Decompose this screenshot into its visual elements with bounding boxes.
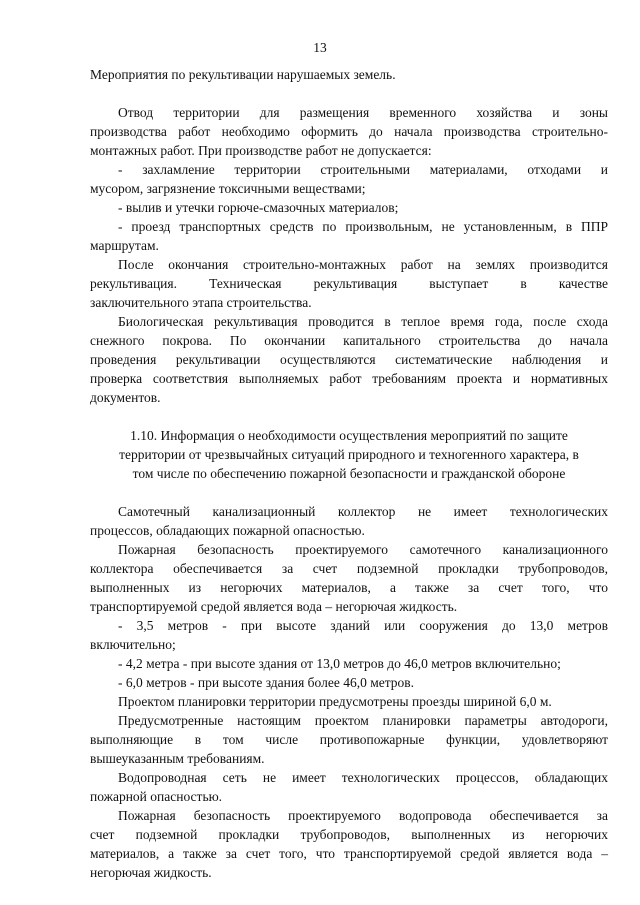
text-line: Предусмотренные настоящим проектом планировки параметры автодороги, [118,713,608,728]
paragraph-driveways: Проектом планировки территории предусмотрены проезды шириной 6,0 м. [118,694,552,709]
text-line: транспортируемой средой является вода – негорючая жидкость. [90,599,458,614]
text-line: выполняющие в том числе противопожарные функции, удовлетворяют [90,732,608,747]
text-line: документов. [90,390,161,405]
text-line: - 3,5 метров - при высоте зданий или сооружения до 13,0 метров [118,618,608,633]
text-line: заключительного этапа строительства. [90,295,312,310]
distance-item-6-0: - 6,0 метров - при высоте здания более 46,0 метров. [118,675,415,690]
paragraph-territory-allocation [90,103,608,160]
text-line: Пожарная безопасность проектируемого водопровода обеспечивается за [118,808,608,823]
text-line: монтажных работ. При производстве работ не допускается: [90,143,432,158]
paragraph-sewer-fire-safety [90,540,608,616]
paragraph-biological-recultivation [90,312,608,407]
text-line: выполненных из негорючих материалов, а также за счет того, что [90,580,608,595]
page-number: 13 [313,40,327,55]
heading-line: территории от чрезвычайных ситуаций природного и техногенного характера, в [119,447,579,462]
distance-item-3-5 [90,616,608,654]
section-heading [90,426,608,483]
bullet-vehicle-routes [90,217,608,255]
text-line: снежного покрова. По окончании капитального строительства до начала [90,333,608,348]
recultivation-heading: Мероприятия по рекультивации нарушаемых земель. [90,67,396,82]
heading-line: 1.10. Информация о необходимости осуществления мероприятий по защите [130,428,568,443]
heading-line: том числе по обеспечению пожарной безопасности и гражданской обороне [132,466,566,481]
spacer [90,84,608,103]
text-line: После окончания строительно-монтажных работ на землях производится [118,257,608,272]
text-line: Самотечный канализационный коллектор не имеет технологических [118,504,608,519]
paragraph-road-parameters [90,711,608,768]
text-line: - захламление территории строительными материалами, отходами и [118,162,608,177]
bullet-littering [90,160,608,198]
text-line: процессов, обладающих пожарной опасностью. [90,523,365,538]
text-line: маршрутам. [90,238,159,253]
text-line: вышеуказанным требованиям. [90,751,265,766]
paragraph-technical-recultivation [90,255,608,312]
paragraph-sewer-collector [90,502,608,540]
text-line: материалов, а также за счет того, что транспортируемой средой является вода – [90,846,608,861]
text-line: пожарной опасностью. [90,789,223,804]
text-line: Водопроводная сеть не имеет технологических процессов, обладающих [118,770,608,785]
paragraph-water-fire-safety [90,806,608,882]
text-line: коллектора обеспечивается за счет подземной прокладки трубопроводов, [90,561,608,576]
distance-item-4-2: - 4,2 метра - при высоте здания от 13,0 метров до 46,0 метров включительно; [118,656,561,671]
paragraph-water-network [90,768,608,806]
text-line: счет подземной прокладки трубопроводов, выполненных из негорючих [90,827,608,842]
text-line: Пожарная безопасность проектируемого самотечного канализационного [118,542,608,557]
text-line: рекультивация. Техническая рекультивация выступает в качестве [90,276,608,291]
text-line: производства работ необходимо оформить до начала производства строительно- [90,124,608,139]
text-line: проведения рекультивации осуществляются систематические наблюдения и [90,352,608,367]
text-line: - проезд транспортных средств по произвольным, не установленным, в ППР [118,219,608,234]
text-line: мусором, загрязнение токсичными веществами; [90,181,366,196]
text-line: проверка соответствия выполняемых работ требованиям проекта и нормативных [90,371,608,386]
page-content [90,65,608,882]
spacer [90,483,608,502]
text-line: негорючая жидкость. [90,865,212,880]
spacer [90,407,608,426]
text-line: включительно; [90,637,176,652]
text-line: Отвод территории для размещения временного хозяйства и зоны [118,105,608,120]
bullet-fuel-leaks: - вылив и утечки горюче-смазочных материалов; [118,200,399,215]
text-line: Биологическая рекультивация проводится в теплое время года, после схода [118,314,608,329]
